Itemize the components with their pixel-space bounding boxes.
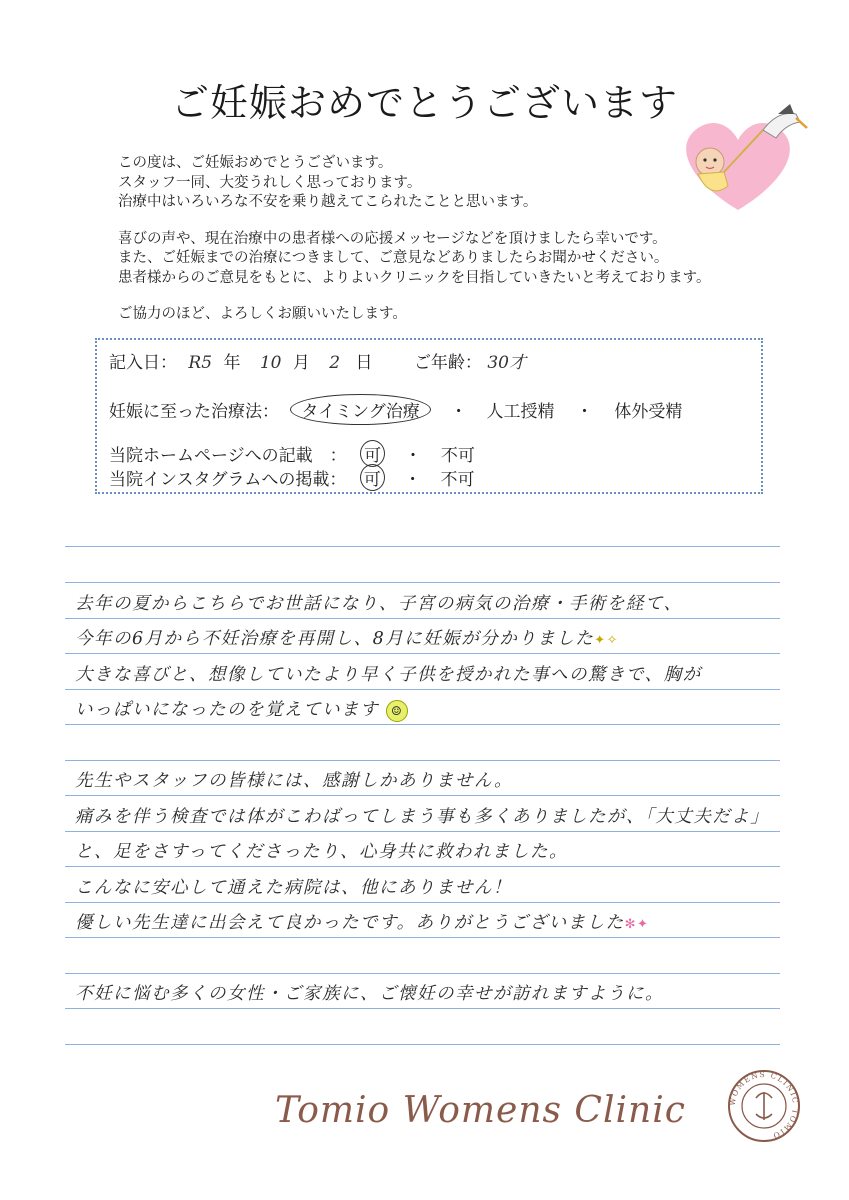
intro-text xyxy=(118,154,778,342)
instagram-permission-label: 当院インスタグラムへの掲載： xyxy=(109,470,347,490)
message-line-text: 今年の6月から不妊治療を再開し、8月に妊娠が分かりました xyxy=(75,629,595,649)
ruled-line xyxy=(65,937,780,938)
ruled-line xyxy=(65,831,780,832)
survey-form-box xyxy=(95,338,763,494)
separator: ・ xyxy=(450,402,468,422)
sparkle-icon: ✻✦ xyxy=(624,917,650,932)
clinic-logo-text: Tomio Womens Clinic xyxy=(275,1090,686,1131)
homepage-ng: 不可 xyxy=(440,446,475,466)
ruled-line xyxy=(65,546,780,547)
message-line: 痛みを伴う検査では体がこわばってしまう事も多くありましたが、「大丈夫だよ」 xyxy=(75,807,770,827)
message-line: こんなに安心して通えた病院は、他にありません！ xyxy=(75,878,512,898)
entry-month: 10 xyxy=(259,353,282,373)
message-line: 大きな喜びと、想像していたより早く子供を授かれた事への驚きで、胸が xyxy=(75,665,702,685)
homepage-permission-label: 当院ホームページへの記載 ： xyxy=(109,446,347,466)
treatment-option-ivf: 体外受精 xyxy=(614,402,683,422)
homepage-ok-selected: 可 xyxy=(360,440,385,467)
entry-date-label: 記入日： xyxy=(109,353,177,373)
ruled-line xyxy=(65,1044,780,1045)
ruled-line xyxy=(65,902,780,903)
intro-line: 喜びの声や、現在治療中の患者様への応援メッセージなどを頂けましたら幸いです。 xyxy=(118,230,667,247)
message-line-text: 優しい先生達に出会えて良かったです。ありがとうございました xyxy=(75,913,625,933)
separator: ・ xyxy=(404,446,422,466)
intro-line: 治療中はいろいろな不安を乗り越えてこられたことと思います。 xyxy=(118,194,538,210)
age-value: 30才 xyxy=(487,353,526,373)
treatment-option-timing-selected: タイミング治療 xyxy=(290,394,430,425)
month-unit: 月 xyxy=(292,353,310,373)
message-line: 去年の夏からこちらでお世話になり、子宮の病気の治療・手術を経て、 xyxy=(75,594,683,614)
intro-paragraph xyxy=(118,154,778,213)
day-unit: 日 xyxy=(355,353,373,373)
intro-line: この度は、ご妊娠おめでとうございます。 xyxy=(118,155,393,171)
ruled-line xyxy=(65,582,780,583)
entry-date-row xyxy=(109,348,526,373)
ruled-line xyxy=(65,689,780,690)
instagram-ok-selected: 可 xyxy=(360,464,385,491)
message-line: 不妊に悩む多くの女性・ご家族に、ご懐妊の幸せが訪れますように。 xyxy=(75,984,664,1004)
entry-era: R5 xyxy=(188,353,213,373)
intro-line: また、ご妊娠までの治療につきまして、ご意見などありましたらお聞かせください。 xyxy=(118,250,669,266)
instagram-ng: 不可 xyxy=(440,470,475,490)
message-line-text: いっぱいになったのを覚えています xyxy=(75,700,379,720)
intro-paragraph xyxy=(118,230,778,289)
clinic-seal-logo xyxy=(726,1068,802,1144)
separator: ・ xyxy=(404,470,422,490)
ruled-line xyxy=(65,1008,780,1009)
message-line: 先生やスタッフの皆様には、感謝しかありません。 xyxy=(75,771,514,791)
entry-day: 2 xyxy=(329,353,341,373)
message-line xyxy=(75,696,408,722)
treatment-option-iui: 人工授精 xyxy=(486,402,555,422)
page-title: ご妊娠おめでとうございます xyxy=(170,81,678,125)
seal-text: WOMENS CLINIC TOMIO xyxy=(727,1069,801,1141)
ruled-line xyxy=(65,760,780,761)
treatment-label: 妊娠に至った治療法： xyxy=(109,402,279,422)
treatment-row xyxy=(109,394,682,425)
intro-paragraph xyxy=(118,305,778,325)
ruled-line xyxy=(65,973,780,974)
intro-line: スタッフ一同、大変うれしく思っております。 xyxy=(118,174,422,191)
intro-line: 患者様からのご意見をもとに、よりよいクリニックを目指していきたいと考えております。 xyxy=(118,269,711,286)
message-line xyxy=(75,909,649,934)
year-unit: 年 xyxy=(223,353,241,373)
homepage-permission-row xyxy=(109,440,475,467)
smiley-icon: ☺ xyxy=(386,700,408,722)
message-line xyxy=(75,625,619,650)
ruled-line xyxy=(65,866,780,867)
intro-line: ご協力のほど、よろしくお願いいたします。 xyxy=(118,306,407,322)
ruled-line xyxy=(65,618,780,619)
age-label: ご年齢： xyxy=(413,353,482,373)
ruled-line xyxy=(65,724,780,725)
separator: ・ xyxy=(575,402,593,422)
instagram-permission-row xyxy=(109,464,475,491)
ruled-line xyxy=(65,653,780,654)
sparkle-icon: ✦✧ xyxy=(594,633,620,648)
message-line: と、足をさすってくださったり、心身共に救われました。 xyxy=(75,842,568,862)
ruled-line xyxy=(65,795,780,796)
